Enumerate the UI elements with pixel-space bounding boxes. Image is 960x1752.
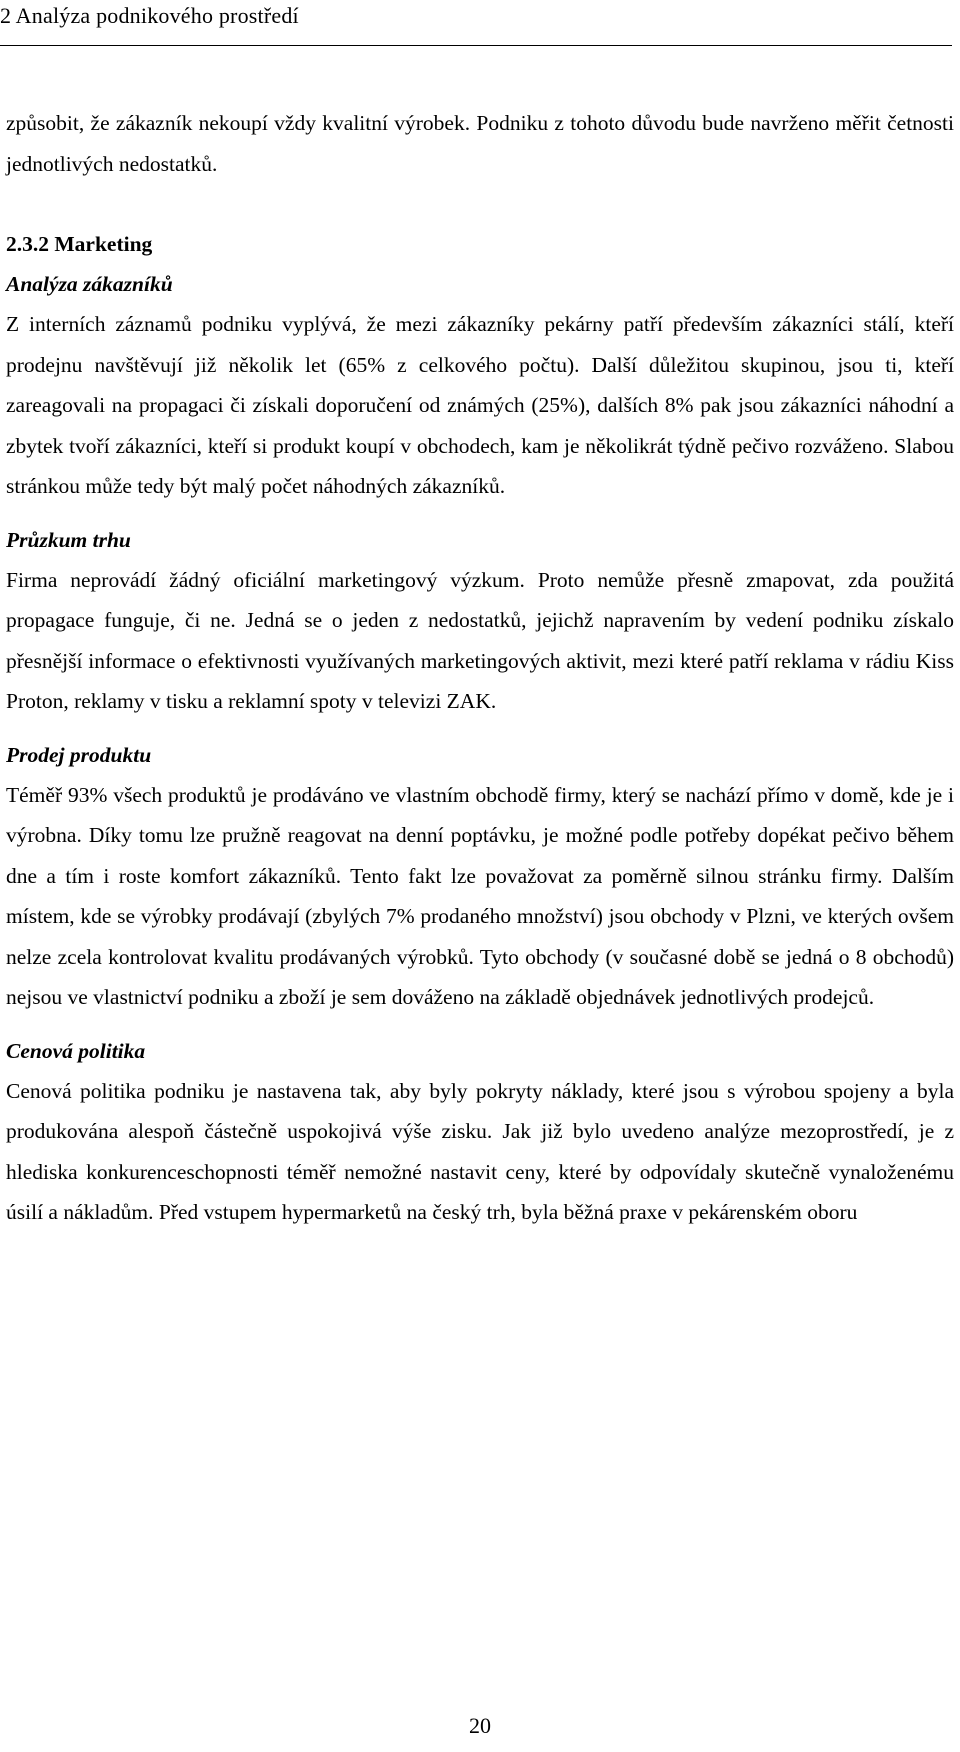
section-heading: 2.3.2 Marketing: [6, 232, 153, 256]
customers-heading: Analýza zákazníků: [6, 272, 173, 296]
market-research-heading: Průzkum trhu: [6, 527, 131, 552]
header-divider: [0, 45, 952, 46]
pricing-heading: Cenová politika: [6, 1038, 146, 1063]
page-body: [6, 103, 954, 1233]
page-number: 20: [469, 1713, 491, 1738]
running-header: 2 Analýza podnikového prostředí: [0, 3, 299, 28]
spacer: [6, 1018, 954, 1031]
spacer: [6, 722, 954, 735]
spacer: [6, 184, 954, 224]
sales-heading: Prodej produktu: [6, 742, 152, 767]
market-research-paragraph: Firma neprovádí žádný oficiální marketingový výzkum. Proto nemůže přesně zmapovat, zda použitá propagace funguje, či ne. Jedná se o jeden z nedostatků, jejichž napravením by vedení podniku získalo přesnější informace o efektivnosti využívaných marketingových aktivit, mezi které patří reklama v rádiu Kiss Proton, reklamy v tisku a reklamní spoty v televizi ZAK.: [6, 567, 954, 713]
customers-paragraph: Z interních záznamů podniku vyplývá, že mezi zákazníky pekárny patří především zákazníci stálí, kteří prodejnu navštěvují již několik let (65% z celkového počtu). Další důležitou skupinou, jsou ti, kteří zareagovali na propagaci či získali doporučení od známých (25%), dalších 8% pak jsou zákazníci náhodní a zbytek tvoří zákazníci, kteří si produkt koupí v obchodech, kam je několikrát týdně pečivo rozváženo. Slabou stránkou může tedy být malý počet náhodných zákazníků.: [6, 312, 954, 498]
sales-paragraph: Téměř 93% všech produktů je prodáváno ve vlastním obchodě firmy, který se nachází přímo v domě, kde je i výrobna. Díky tomu lze pružně reagovat na denní poptávku, je možné podle potřeby dopékat pečivo během dne a tím i roste komfort zákazníků. Tento fakt lze považovat za poměrně silnou stránku firmy. Dalším místem, kde se výrobky prodávají (zbylých 7% prodaného množství) jsou obchody v Plzni, ve kterých ovšem nelze zcela kontrolovat kvalitu prodávaných výrobků. Tyto obchody (v současné době se jedná o 8 obchodů) nejsou ve vlastnictví podniku a zboží je sem dováženo na základě objednávek jednotlivých prodejců.: [6, 782, 954, 1009]
intro-paragraph: způsobit, že zákazník nekoupí vždy kvalitní výrobek. Podniku z tohoto důvodu bude navrženo měřit četnosti jednotlivých nedostatků.: [6, 111, 954, 176]
pricing-paragraph: Cenová politika podniku je nastavena tak, aby byly pokryty náklady, které jsou s výrobou spojeny a byla produkována alespoň částečně uspokojivá výše zisku. Jak již bylo uvedeno analýze mezoprostředí, je z hlediska konkurenceschopnosti téměř nemožné nastavit ceny, které by odpovídaly skutečně vynaloženému úsilí a nákladům. Před vstupem hypermarketů na český trh, byla běžná praxe v pekárenském oboru: [6, 1078, 954, 1224]
spacer: [6, 507, 954, 520]
